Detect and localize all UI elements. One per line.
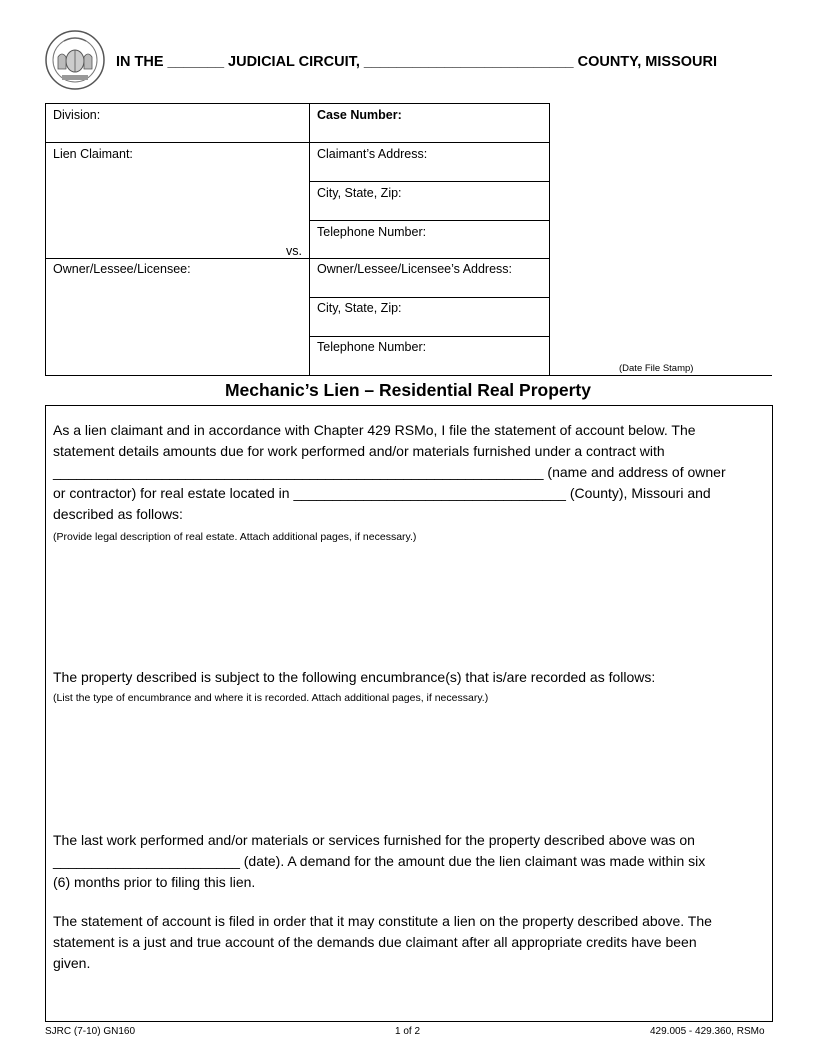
statement-purpose-paragraph	[53, 911, 753, 974]
caption-row-divider	[309, 336, 550, 337]
claimant-city-label: City, State, Zip:	[317, 186, 402, 200]
date-stamp-line	[550, 375, 772, 376]
missouri-state-seal-icon	[44, 29, 106, 91]
statute-reference: 429.005 - 429.360, RSMo	[650, 1026, 765, 1037]
caption-row-divider	[309, 297, 550, 298]
statement-paragraph	[53, 420, 753, 525]
para-line: ________________________ (date). A demand for the amount due the lien claimant was made within six	[53, 853, 706, 869]
caption-row-divider	[45, 258, 550, 259]
para-line: As a lien claimant and in accordance with Chapter 429 RSMo, I file the statement of account below. The	[53, 422, 696, 438]
claimant-address-label: Claimant’s Address:	[317, 147, 428, 161]
last-work-paragraph	[53, 830, 753, 893]
caption-row-divider	[45, 142, 550, 143]
para-line: given.	[53, 955, 91, 971]
caption-row-divider	[309, 181, 550, 182]
para-line: _______________________________________________________________ (name and address of owner	[53, 464, 726, 480]
caption-row-divider	[309, 220, 550, 221]
para-line: The statement of account is filed in order that it may constitute a lien on the property described above. The	[53, 913, 712, 929]
division-label: Division:	[53, 108, 101, 122]
claimant-phone-label: Telephone Number:	[317, 225, 427, 239]
form-title: Mechanic’s Lien – Residential Real Property	[224, 380, 591, 400]
form-id: SJRC (7-10) GN160	[45, 1026, 136, 1037]
court-heading: IN THE _______ JUDICIAL CIRCUIT, __________________________ COUNTY, MISSOURI	[116, 54, 717, 70]
encumbrance-paragraph: The property described is subject to the following encumbrance(s) that is/are recorded as follows:	[53, 669, 656, 685]
owner-address-label: Owner/Lessee/Licensee’s Address:	[317, 262, 513, 276]
owner-phone-label: Telephone Number:	[317, 340, 427, 354]
encumbrance-note: (List the type of encumbrance and where it is recorded. Attach additional pages, if necessary.)	[53, 692, 489, 704]
owner-label: Owner/Lessee/Licensee:	[53, 262, 191, 276]
case-number-label: Case Number:	[317, 108, 402, 122]
para-line: or contractor) for real estate located in ___________________________________ (County), Missouri and	[53, 485, 711, 501]
para-line: (6) months prior to filing this lien.	[53, 874, 256, 890]
date-file-stamp-label: (Date File Stamp)	[619, 363, 694, 374]
lien-claimant-label: Lien Claimant:	[53, 147, 133, 161]
para-line: The last work performed and/or materials or services furnished for the property described above was on	[53, 832, 695, 848]
page-number: 1 of 2	[395, 1026, 421, 1037]
legal-description-note: (Provide legal description of real estate. Attach additional pages, if necessary.)	[53, 531, 417, 543]
para-line: statement is a just and true account of the demands due claimant after all appropriate credits have been	[53, 934, 697, 950]
owner-city-label: City, State, Zip:	[317, 301, 402, 315]
vs-label: vs.	[286, 244, 302, 258]
para-line: statement details amounts due for work performed and/or materials furnished under a contract with	[53, 443, 665, 459]
para-line: described as follows:	[53, 506, 183, 522]
